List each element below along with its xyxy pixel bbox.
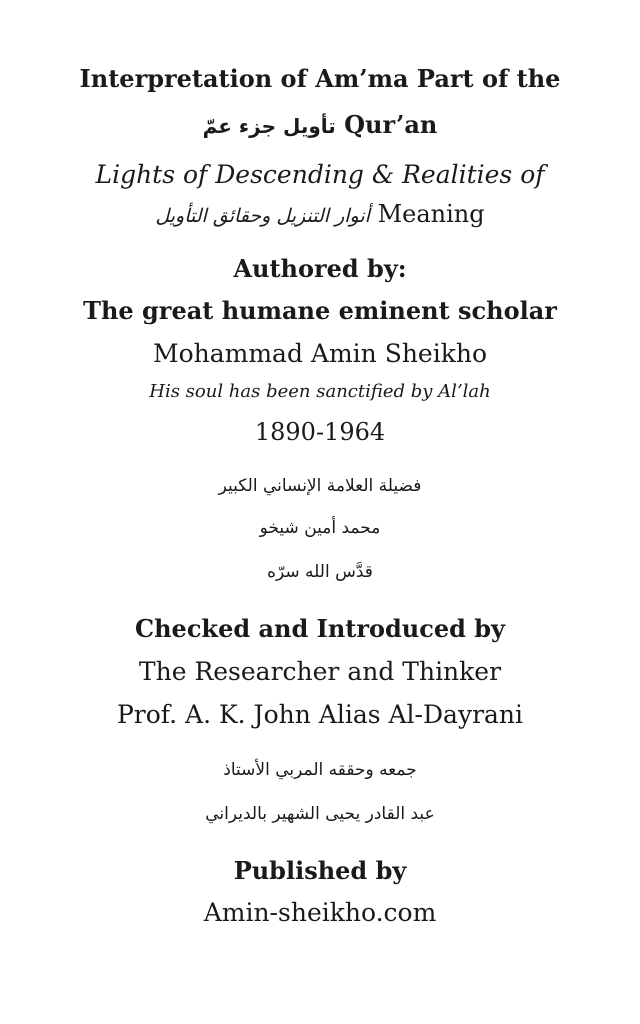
subtitle-line1: Lights of Descending & Realities of — [95, 160, 545, 189]
subtitle-english-end: Meaning — [377, 200, 485, 228]
book-title-line2 — [0, 110, 640, 139]
author-arabic-blessing: قدَّس الله سرّه — [267, 562, 373, 582]
publisher-name: Amin-sheikho.com — [203, 898, 437, 927]
author-arabic-name: محمد أمين شيخو — [259, 518, 381, 538]
published-by-heading: Published by — [233, 856, 407, 885]
subtitle-line2 — [0, 200, 640, 228]
editor-name: Prof. A. K. John Alias Al-Dayrani — [116, 700, 524, 729]
book-title-english-end: Qur’an — [344, 110, 438, 139]
checked-by-heading: Checked and Introduced by — [135, 614, 505, 643]
editor-arabic-line2: عبد القادر يحيى الشهير بالديراني — [205, 804, 435, 824]
author-honorific: The great humane eminent scholar — [83, 296, 557, 325]
author-arabic-honorific: فضيلة العلامة الإنساني الكبير — [218, 476, 422, 496]
author-name: Mohammad Amin Sheikho — [152, 339, 488, 368]
subtitle-arabic: أنوار التنزيل وحقائق التأويل — [155, 205, 370, 227]
authored-by-heading: Authored by: — [233, 254, 407, 283]
author-blessing: His soul has been sanctified by Al’lah — [149, 381, 491, 402]
editor-arabic-line1: جمعه وحققه المربي الأستاذ — [223, 760, 417, 780]
editor-role: The Researcher and Thinker — [138, 657, 502, 686]
book-title-arabic: تأويل جزء عمّ — [202, 114, 336, 138]
author-years: 1890-1964 — [254, 418, 386, 446]
book-title-line1: Interpretation of Am’ma Part of the — [79, 64, 561, 93]
